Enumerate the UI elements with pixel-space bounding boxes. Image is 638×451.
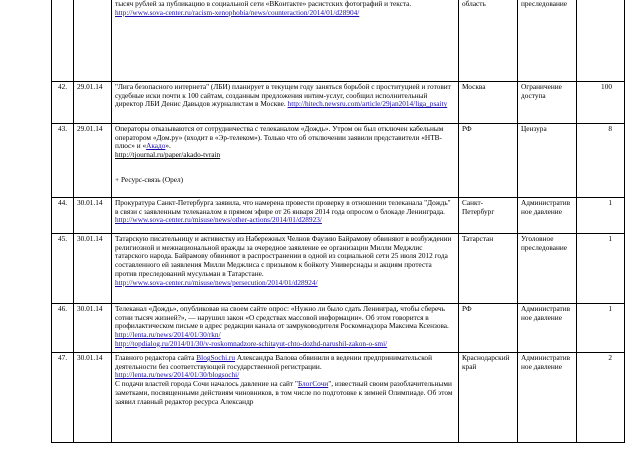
row-date [74, 0, 112, 82]
row-date: 29.01.14 [74, 82, 112, 124]
row-region: Санкт-Петербург [459, 198, 518, 234]
source-link[interactable]: http://www.sova-center.ru/racism-xenophobia/news/counteraction/2014/01/d28904/ [115, 7, 360, 17]
row-count: 1 [577, 304, 625, 353]
row-region: Москва [459, 82, 518, 124]
row-text-before: Главного редактора сайта [115, 353, 197, 362]
row-number: 42. [52, 82, 74, 124]
row-number: 45. [52, 234, 74, 304]
row-description [112, 124, 459, 198]
row-text: Александра Валова обвинили в ведении предпринимательской деятельности без соответствующей государственной регистрации. [115, 353, 432, 371]
row-type: Административное давление [518, 198, 577, 234]
row-date: 30.01.14 [74, 304, 112, 353]
row-type: Ограничение доступа [518, 82, 577, 124]
table-row [52, 82, 625, 124]
table-row [52, 198, 625, 234]
row-date: 30.01.14 [74, 234, 112, 304]
row-number: 47. [52, 353, 74, 443]
row-type: Цензура [518, 124, 577, 198]
row-count: 8 [577, 124, 625, 198]
row-number: 46. [52, 304, 74, 353]
row-description [112, 304, 459, 353]
row-text: Прокуратура Санкт-Петербурга заявила, что намерена провести проверку в отношении телеканала "Дождь" в связи с заявленным телеканалом в прямом эфире от 26 января 2014 года опросом о блокаде Ленинграда. [115, 198, 451, 216]
source-link[interactable]: http://hitech.newsru.com/article/29jan2014/liga_psaity [287, 99, 448, 109]
row-description [112, 353, 459, 443]
source-link[interactable]: http://www.sova-center.ru/misuse/news/other-actions/2014/01/d28923/ [115, 215, 322, 225]
source-link-2[interactable]: http://topdialog.ru/2014/01/30/v-roskomnadzore-schitayut-chto-dozhd-narushil-zakon-o-smi/ [115, 338, 388, 348]
row-region: РФ [459, 304, 518, 353]
row-description [112, 82, 459, 124]
table-row [52, 234, 625, 304]
row-type: преследование [518, 0, 577, 82]
row-number: 44. [52, 198, 74, 234]
source-link[interactable]: http://lenta.ru/news/2014/01/30/rkn/ [115, 330, 221, 340]
source-link[interactable]: http://www.sova-center.ru/misuse/news/persecution/2014/01/d28924/ [115, 277, 318, 287]
row-region: Краснодарский край [459, 353, 518, 443]
row-text: тысяч рублей за публикацию в социальной сети «ВКонтакте» расистских фотографий и текста. [115, 0, 412, 8]
source-link[interactable]: http://tjournal.ru/paper/akado-tvrain [115, 150, 221, 160]
row-text: Татарскую писательницу и активистку из Набережных Челнов Фаузию Байрамову обвиняют в возбуждении религиозной и межнациональной вражды за очередное заявление ее организации Милли Меджлис татарского народа. Байрамову обвиняют в распространении в одной из социальной сети 25 июля 2012 года составленного ей заявления Милли Меджлиса с призывом к бойкоту Универсиады и акциям протеста против преследований мусульман в Татарстане. [115, 234, 452, 278]
inline-link[interactable]: Акадо [146, 141, 166, 151]
row-type: Административное давление [518, 353, 577, 443]
row-count: 100 [577, 82, 625, 124]
row-number [52, 0, 74, 82]
row-text: Телеканал «Дождь», опубликовав на своем сайте опрос: «Нужно ли было сдать Ленинград, чтобы сберечь сотни тысяч жизней?», — нарушил закон «О средствах массовой информации». Об этом говорится в профилактическом письме в адрес редакции канала от замруководителя Роскомнадзора Максима Ксензова. [115, 304, 449, 331]
row-region: РФ [459, 124, 518, 198]
row-text: "Лига безопасного интернета" (ЛБИ) планирует в текущем году заняться борьбой с проституцией и готовит судебные иски почти к 100 сайтам, созданным предложения интим-услуг, сообщил исполнительный директор ЛБИ Денис Давыдов журналистам в Москве. [115, 82, 451, 109]
row-region: Татарстан [459, 234, 518, 304]
inline-link-2[interactable]: БлогСочи [297, 379, 329, 389]
row-text: Операторы отказываются от сотрудничества с телеканалом «Дождь». Утром он был отключен кабельным оператором «Дом.ру» (входит в «Эр-телеком»). Только что об отключении заявили представители «НТВ-плюс» и « [115, 124, 444, 151]
table-row [52, 353, 625, 443]
row-region: область [459, 0, 518, 82]
row-description [112, 0, 459, 82]
table-row [52, 124, 625, 198]
row-number: 43. [52, 124, 74, 198]
row-date: 30.01.14 [74, 198, 112, 234]
row-text-after: ». [165, 141, 171, 151]
table-row [52, 304, 625, 353]
source-link[interactable]: http://lenta.ru/news/2014/01/30/blogsochi/ [115, 370, 240, 380]
row-count: 2 [577, 353, 625, 443]
row-count [577, 0, 625, 82]
row-text-2: ", известный своим разоблачительными заметками, посвященными действиям чиновников, в том числе по подготовке к зимней Олимпиаде. Об этом заявил главный редактор ресурса Александр [115, 379, 453, 406]
row-description [112, 234, 459, 304]
row-date: 30.01.14 [74, 353, 112, 443]
row-description [112, 198, 459, 234]
row-type: Уголовное преследование [518, 234, 577, 304]
row-text-2-before: С подачи властей города Сочи началось давление на сайт " [115, 379, 298, 389]
row-date: 29.01.14 [74, 124, 112, 198]
row-count: 1 [577, 234, 625, 304]
row-type: Административное давление [518, 304, 577, 353]
inline-link[interactable]: BlogSochi.ru [196, 353, 236, 362]
table-row [52, 0, 625, 82]
row-count: 1 [577, 198, 625, 234]
incidents-table [51, 0, 625, 443]
row-note: + Ресурс-связь (Орел) [115, 174, 184, 184]
